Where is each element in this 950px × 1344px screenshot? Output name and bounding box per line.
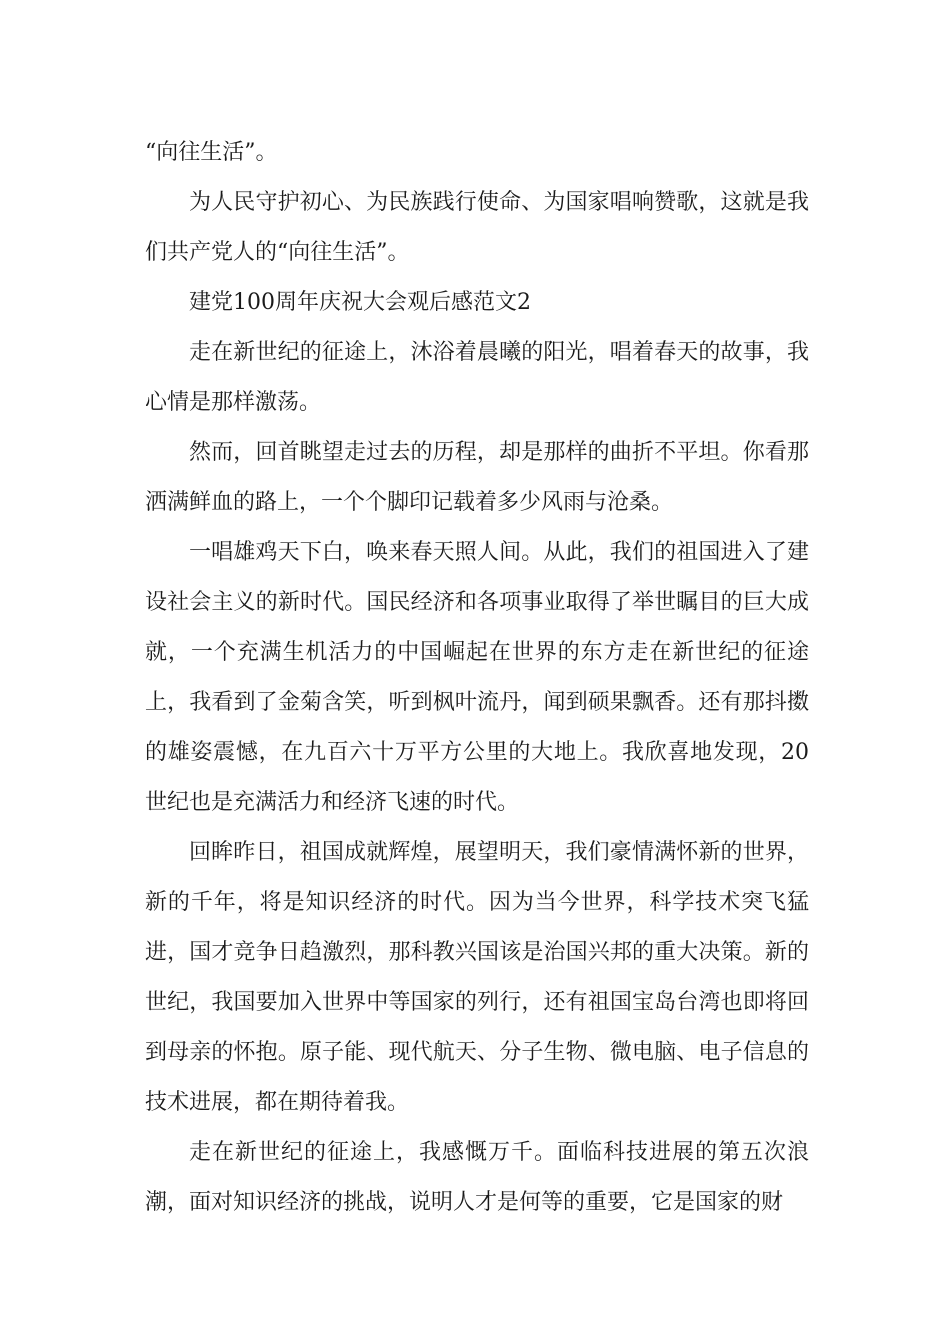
paragraph-5: 一唱雄鸡天下白，唤来春天照人间。从此，我们的祖国进入了建设社会主义的新时代。国民经济和各项事业取得了举世瞩目的巨大成就，一个充满生机活力的中国崛起在世界的东方走在新世纪的征途上，我看到了金菊含笑，听到枫叶流丹，闻到硕果飘香。还有那抖擞的雄姿震憾，在九百六十万平方公里的大地上。我欣喜地发现，20世纪也是充满活力和经济飞速的时代。 bbox=[145, 540, 809, 815]
paragraph-4: 然而，回首眺望走过去的历程，却是那样的曲折不平坦。你看那洒满鲜血的路上，一个个脚印记载着多少风雨与沧桑。 bbox=[145, 440, 809, 515]
document-body bbox=[145, 128, 809, 1228]
paragraph-2: 为人民守护初心、为民族践行使命、为国家唱响赞歌，这就是我们共产党人的“向往生活”。 bbox=[145, 190, 809, 265]
paragraph-3: 走在新世纪的征途上，沐浴着晨曦的阳光，唱着春天的故事，我心情是那样激荡。 bbox=[145, 340, 809, 415]
paragraph-1: “向往生活”。 bbox=[145, 140, 278, 165]
section-heading: 建党100周年庆祝大会观后感范文2 bbox=[189, 290, 531, 315]
paragraph-6: 回眸昨日，祖国成就辉煌，展望明天，我们豪情满怀新的世界，新的千年，将是知识经济的时代。因为当今世界，科学技术突飞猛进，国才竞争日趋激烈，那科教兴国该是治国兴邦的重大决策。新的世纪，我国要加入世界中等国家的列行，还有祖国宝岛台湾也即将回到母亲的怀抱。原子能、现代航天、分子生物、微电脑、电子信息的技术进展，都在期待着我。 bbox=[145, 840, 809, 1115]
paragraph-7: 走在新世纪的征途上，我感慨万千。面临科技进展的第五次浪潮，面对知识经济的挑战，说明人才是何等的重要，它是国家的财 bbox=[145, 1140, 809, 1215]
